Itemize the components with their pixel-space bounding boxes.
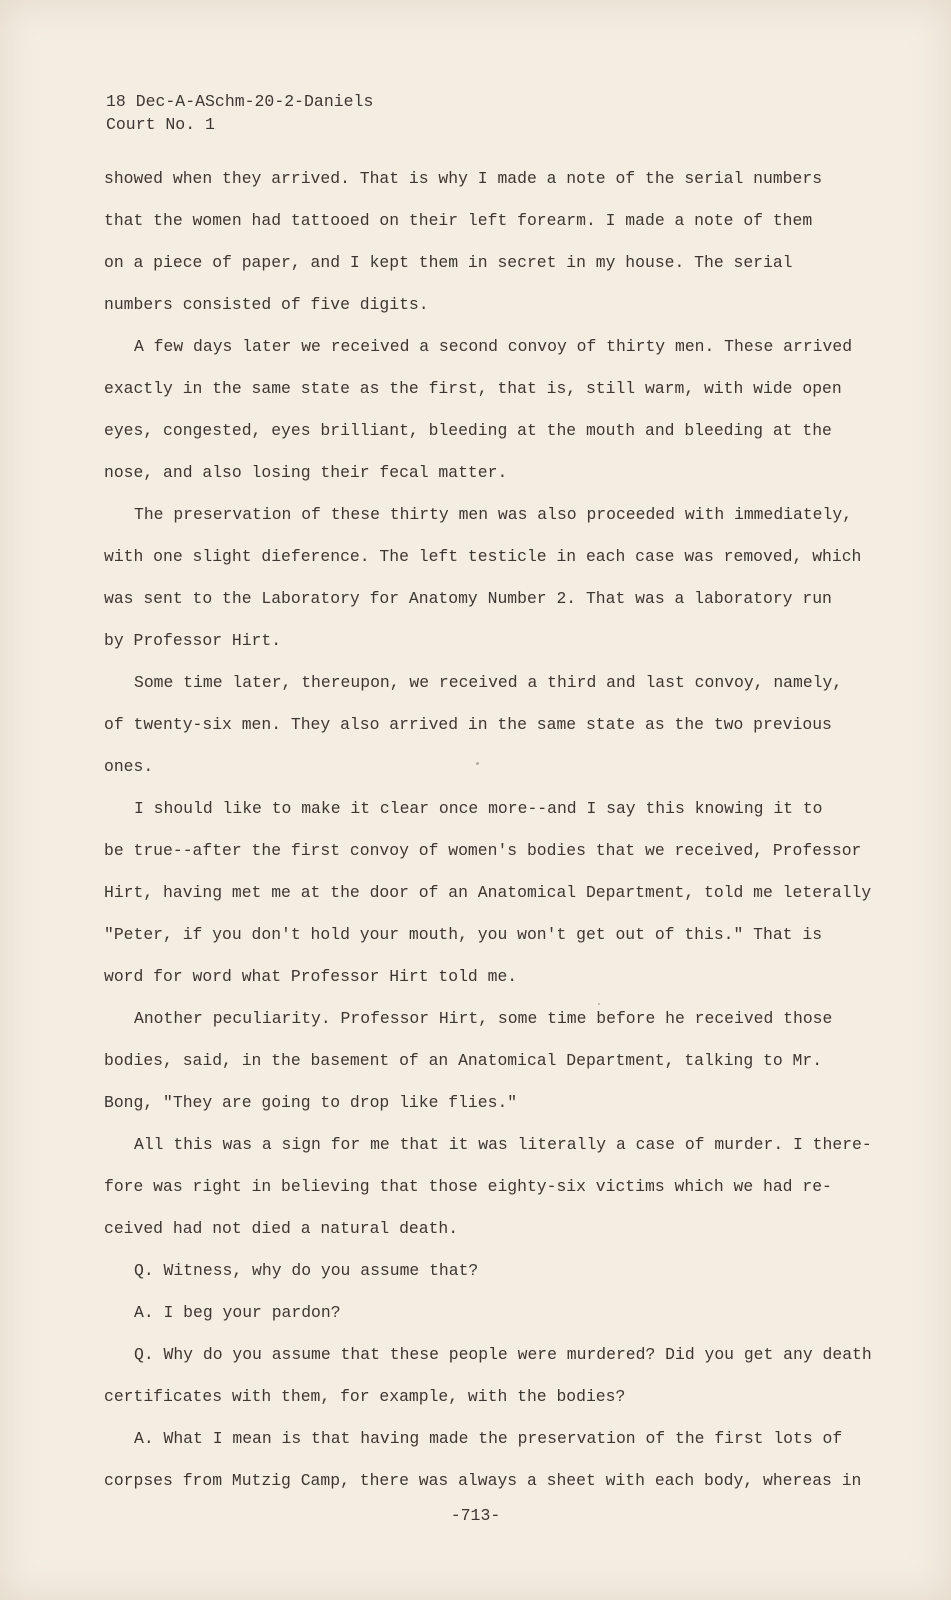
text-line: showed when they arrived. That is why I made a note of the serial numbers bbox=[104, 169, 823, 188]
court-number: Court No. 1 bbox=[106, 115, 215, 134]
case-reference: 18 Dec-A-ASchm-20-2-Daniels bbox=[106, 92, 374, 111]
text-line: exactly in the same state as the first, that is, still warm, with wide open bbox=[104, 379, 842, 398]
text-line: by Professor Hirt. bbox=[104, 631, 282, 650]
text-line: fore was right in believing that those eighty-six victims which we had re- bbox=[104, 1177, 832, 1196]
page-number: -713- bbox=[450, 1506, 501, 1525]
text-line: Some time later, thereupon, we received a third and last convoy, namely, bbox=[134, 673, 843, 692]
document-header bbox=[106, 90, 373, 136]
text-line: that the women had tattooed on their left forearm. I made a note of them bbox=[104, 211, 813, 230]
text-line: Q. Why do you assume that these people were murdered? Did you get any death bbox=[134, 1345, 872, 1364]
text-line: I should like to make it clear once more--and I say this knowing it to bbox=[134, 799, 823, 818]
text-line: All this was a sign for me that it was literally a case of murder. I there- bbox=[134, 1135, 872, 1154]
text-line: was sent to the Laboratory for Anatomy Number 2. That was a laboratory run bbox=[104, 589, 832, 608]
text-line: bodies, said, in the basement of an Anatomical Department, talking to Mr. bbox=[104, 1051, 823, 1070]
text-line: certificates with them, for example, with the bodies? bbox=[104, 1387, 626, 1406]
text-line: The preservation of these thirty men was also proceeded with immediately, bbox=[134, 505, 853, 524]
text-line: Another peculiarity. Professor Hirt, some time before he received those bbox=[134, 1009, 833, 1028]
text-line: of twenty-six men. They also arrived in the same state as the two previous bbox=[104, 715, 832, 734]
text-line: Hirt, having met me at the door of an Anatomical Department, told me leterally bbox=[104, 883, 872, 902]
text-line: Bong, "They are going to drop like flies." bbox=[104, 1093, 518, 1112]
text-line: Q. Witness, why do you assume that? bbox=[134, 1261, 479, 1280]
text-line: be true--after the first convoy of women's bodies that we received, Professor bbox=[104, 841, 862, 860]
text-line: ones. bbox=[104, 757, 154, 776]
text-line: numbers consisted of five digits. bbox=[104, 295, 429, 314]
text-line: nose, and also losing their fecal matter. bbox=[104, 463, 508, 482]
text-line: "Peter, if you don't hold your mouth, you won't get out of this." That is bbox=[104, 925, 823, 944]
text-line: with one slight dieference. The left testicle in each case was removed, which bbox=[104, 547, 862, 566]
paper-speck bbox=[598, 1003, 600, 1005]
text-line: eyes, congested, eyes brilliant, bleeding at the mouth and bleeding at the bbox=[104, 421, 832, 440]
text-line: corpses from Mutzig Camp, there was always a sheet with each body, whereas in bbox=[104, 1471, 862, 1490]
text-line: on a piece of paper, and I kept them in secret in my house. The serial bbox=[104, 253, 793, 272]
text-line: A. What I mean is that having made the preservation of the first lots of bbox=[134, 1429, 843, 1448]
text-line: A few days later we received a second convoy of thirty men. These arrived bbox=[134, 337, 853, 356]
text-line: word for word what Professor Hirt told me. bbox=[104, 967, 518, 986]
text-line: A. I beg your pardon? bbox=[134, 1303, 341, 1322]
text-line: ceived had not died a natural death. bbox=[104, 1219, 459, 1238]
paper-speck bbox=[476, 762, 479, 765]
